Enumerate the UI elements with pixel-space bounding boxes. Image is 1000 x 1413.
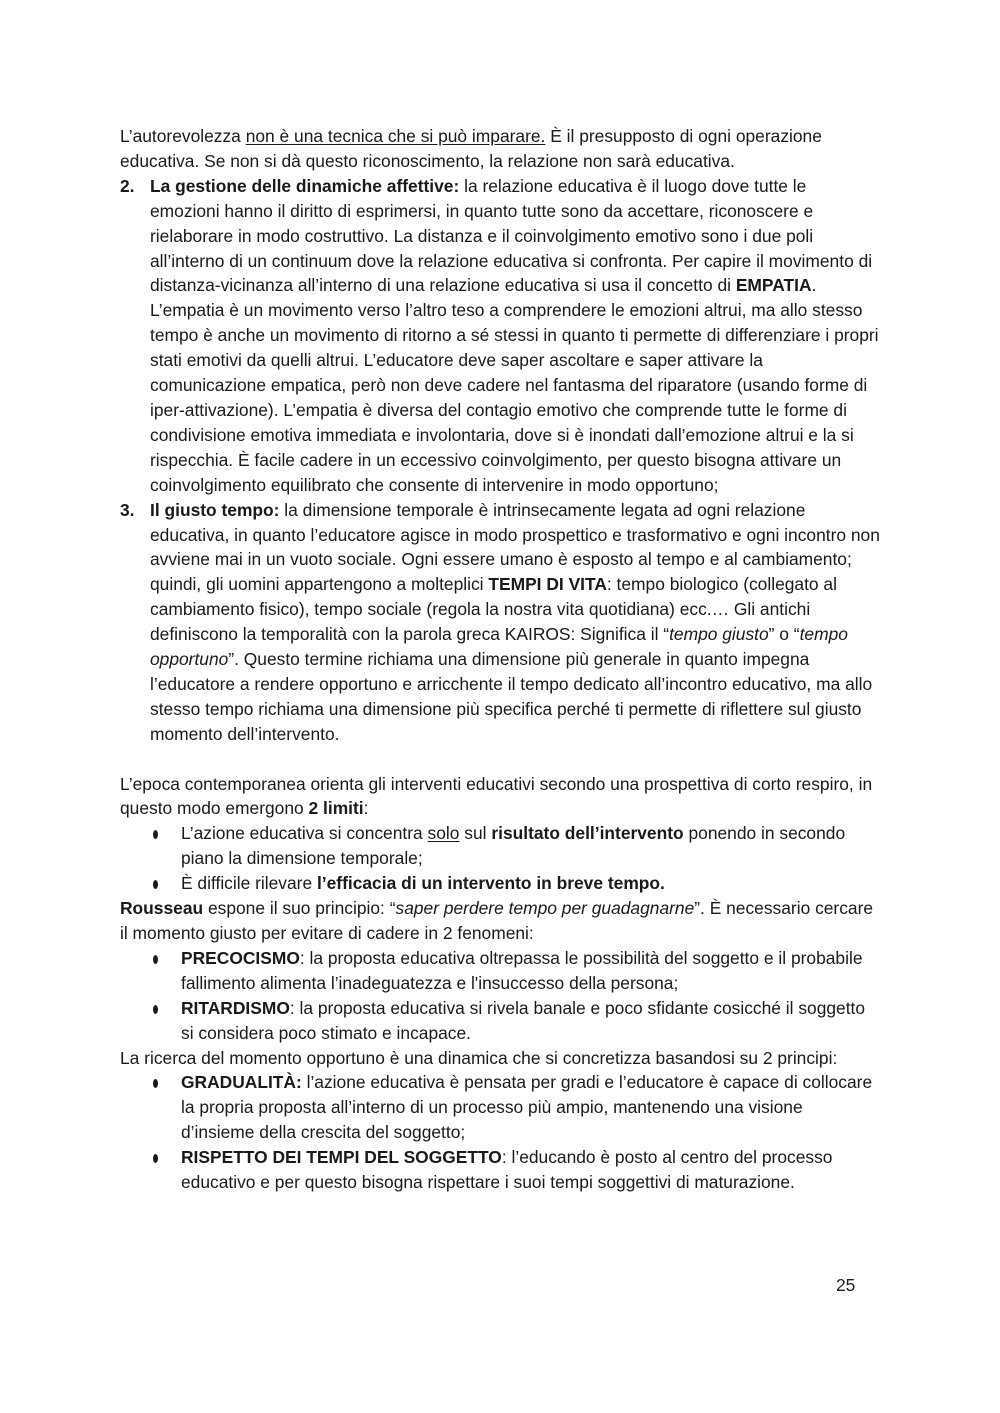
item-title: Il giusto tempo: [150,499,280,520]
bullet-icon [153,1154,158,1163]
bold-term: 2 limiti [308,798,364,819]
page-number: 25 [836,1275,856,1295]
rousseau-paragraph [120,896,880,946]
text: : la proposta educativa oltrepassa le possibilità del soggetto e il probabile fallimento alimenta l’inadeguatezza e l'insuccesso della persona; [181,947,863,993]
numbered-item-2 [120,174,880,498]
text: ” o “ [768,624,800,645]
text: sul [459,823,492,844]
text: ”. Questo termine richiama una dimensione più generale in quanto impegna l’educatore a rendere opportuno e arricchente il tempo dedicato all’incontro educativo, ma allo stesso tempo richiama una dimensione più specifica perché ti permette di riflettere sul giusto momento dell’intervento. [150,649,873,744]
text: L’azione educativa si concentra [181,823,428,844]
bullet-icon [153,1005,158,1014]
bold-term: l’efficacia di un intervento in breve tempo. [316,873,665,894]
text: È il presupposto di ogni operazione educativa. Se non si dà questo riconoscimento, la relazione non sarà educativa. [120,126,822,171]
bullet-icon [153,955,158,964]
item-number: 2. [120,175,135,196]
text: ponendo in secondo piano la dimensione temporale; [181,823,846,869]
text: L’epoca contemporanea orienta gli interventi educativi secondo una prospettiva di corto respiro, in questo modo emergono [120,773,873,819]
list-item [120,1070,880,1145]
bold-term: PRECOCISMO [181,947,300,968]
page-content [120,124,880,1195]
text: : la proposta educativa si rivela banale e poco sfidante cosicché il soggetto si considera poco stimato e incapace. [181,997,866,1043]
bold-term: RITARDISMO [181,997,290,1018]
text: : tempo biologico (collegato al cambiamento fisico), tempo sociale (regola la nostra vita quotidiana) ecc.… Gli antichi definiscono la temporalità con la parola greca KAIROS: Significa il “ [150,574,837,645]
italic-term: saper perdere tempo per guadagnarne [395,898,695,919]
item-title: La gestione delle dinamiche affettive: [150,175,460,196]
numbered-item-3 [120,498,880,747]
bold-term: risultato dell’intervento [491,823,684,844]
fenomeni-list [120,946,880,1046]
intro-paragraph [120,124,880,174]
list-item [120,821,880,871]
text: È difficile rilevare [181,873,317,894]
bullet-icon [153,880,158,889]
text: : [363,798,369,819]
text: la dimensione temporale è intrinsecamente legata ad ogni relazione educativa, in quanto l’educatore agisce in modo prospettico e trasformativo e ogni incontro non avviene mai in un vuoto sociale. Ogni essere umano è esposto al tempo e al cambiamento; quindi, gli uomini appartengono a molteplici [150,499,880,595]
underlined-text: solo [427,823,460,844]
bold-term: Rousseau [120,898,204,919]
italic-term: tempo opportuno [150,624,848,670]
paragraph-gap [120,747,880,772]
text: . L’empatia è un movimento verso l’altro teso a comprendere le emozioni altrui, ma allo stesso tempo è anche un movimento di ritorno a sé stessi in quanto ti permette di differenziare i propri stati emotivi da quelli altrui. L’educatore deve saper ascoltare e saper attivare la comunicazione empatica, però non deve cadere nel fantasma del riparatore (usando forme di iper-attivazione). L’empatia è diversa del contagio emotivo che comprende tutte le forme di condivisione emotiva immediata e involontaria, dove si è inondati dall’emozione altrui e la si rispecchia. È facile cadere in un eccessivo coinvolgimento, per questo bisogna attivare un coinvolgimento equilibrato che consente di intervenire in modo opportuno; [150,275,879,495]
list-item [120,996,880,1046]
underlined-text: non è una tecnica che si può imparare. [245,126,546,146]
bold-term: EMPATIA [735,275,812,296]
text: : l’educando è posto al centro del processo educativo e per questo bisogna rispettare i suoi tempi soggettivi di maturazione. [181,1147,833,1193]
bold-term: RISPETTO DEI TEMPI DEL SOGGETTO [181,1147,502,1168]
text: l’azione educativa è pensata per gradi e l’educatore è capace di collocare la propria proposta all’interno di un processo più ampio, mantenendo una visione d’insieme della crescita del soggetto; [181,1072,873,1143]
list-item [120,1145,880,1195]
text: la relazione educativa è il luogo dove tutte le emozioni hanno il diritto di esprimersi, in quanto tutte sono da accettare, riconoscere e rielaborare in modo costruttivo. La distanza e il coinvolgimento emotivo sono i due poli all’interno di un continuum dove la relazione educativa si confronta. Per capire il movimento di distanza-vicinanza all’interno di una relazione educativa si usa il concetto di [150,175,873,296]
bullet-icon [153,830,158,839]
principi-list [120,1070,880,1195]
text: espone il suo principio: “ [203,898,396,919]
bullet-icon [153,1079,158,1088]
bold-term: TEMPI DI VITA [488,574,607,595]
text: ”. È necessario cercare il momento giusto per evitare di cadere in 2 fenomeni: [120,898,874,943]
italic-term: tempo giusto [669,624,769,645]
list-item [120,871,880,896]
list-item [120,946,880,996]
bold-term: GRADUALITÀ: [181,1072,302,1093]
limits-list [120,821,880,896]
ricerca-paragraph: La ricerca del momento opportuno è una dinamica che si concretizza basandosi su 2 principi: [120,1047,838,1068]
text: L’autorevolezza [120,126,246,146]
limits-paragraph [120,772,880,822]
item-number: 3. [120,499,135,520]
